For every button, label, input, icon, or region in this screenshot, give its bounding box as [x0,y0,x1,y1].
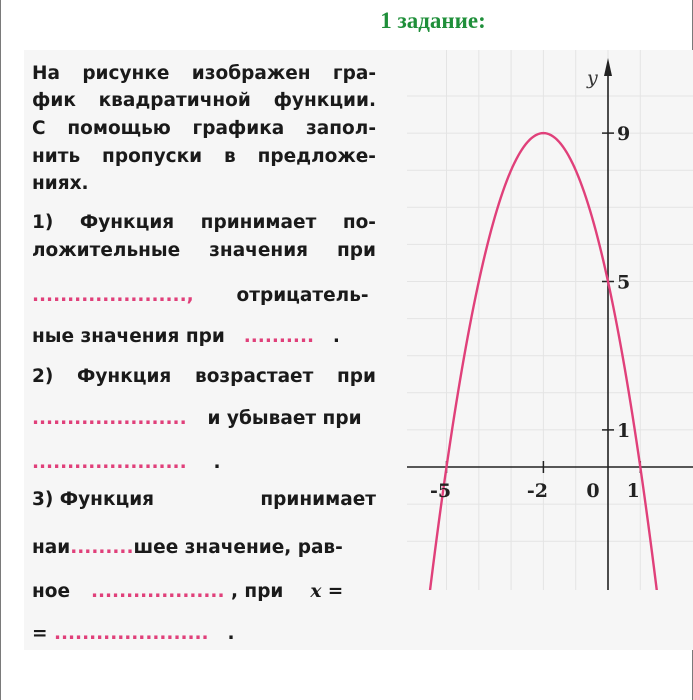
x-tick-label: -5 [429,480,452,502]
y-tick-label: 1 [617,419,631,442]
blank-extremum-word[interactable]: ......... [70,537,134,558]
axes [407,58,693,590]
question-3-line-4 [32,621,376,647]
question-3-line-1 [32,487,376,513]
question-3-text: наи [32,537,71,558]
blank-positive-values[interactable]: ......................, [32,285,194,306]
frame-left-line [0,0,1,700]
question-2-line-3 [32,450,376,476]
intro-line: ниях. [32,173,89,194]
grid [407,50,693,590]
question-3-line-2 [32,535,376,561]
question-1-line-2: ложительные значения при [32,240,376,261]
x-tick-label: 1 [626,480,640,502]
intro-line: На рисунке изображен гра- [32,63,376,84]
parabola-graph [407,50,693,590]
question-3-text: 3) Функция [32,489,155,510]
x-variable: x = [310,581,344,602]
y-axis-arrow [604,58,612,76]
intro-line: фик квадратичной функции. [32,90,376,111]
question-1-line-3 [32,283,376,309]
question-1-text: ные значения при [32,326,225,347]
task-title: 1 задание: [380,8,486,33]
question-3-text: принимает [260,489,376,510]
question-1-text: отрицатель- [236,285,369,306]
y-tick-label: 9 [617,123,631,146]
question-2-line-2 [32,406,376,432]
y-tick-label: 5 [617,271,631,294]
question-1-line-1: 1) Функция принимает по- [32,212,376,233]
blank-increasing-interval[interactable]: ...................... [32,408,187,429]
question-2-text: и убывает при [207,408,362,429]
question-3-text: шее значение, рав- [133,537,343,558]
x-tick-label: -2 [526,480,548,502]
intro-line: С помощью графика запол- [32,118,376,139]
period: . [227,623,235,644]
question-3-text: , при [230,581,284,602]
blank-x-value[interactable]: ...................... [53,623,209,644]
question-1-line-4 [32,324,376,350]
blank-negative-values[interactable]: .......... [243,326,315,347]
question-3-text: ное [32,581,71,602]
x-tick-label: 0 [586,480,600,502]
period: . [213,452,221,473]
question-2-line-1: 2) Функция возрастает при [32,366,376,387]
y-axis-label: y [587,67,598,89]
period: . [332,326,340,347]
blank-extremum-value[interactable]: ................... [90,581,225,602]
intro-line: нить пропуски в предложе- [32,146,376,167]
question-3-line-3 [32,579,376,605]
equals-sign: = [32,623,48,644]
blank-decreasing-interval[interactable]: ...................... [32,452,187,473]
